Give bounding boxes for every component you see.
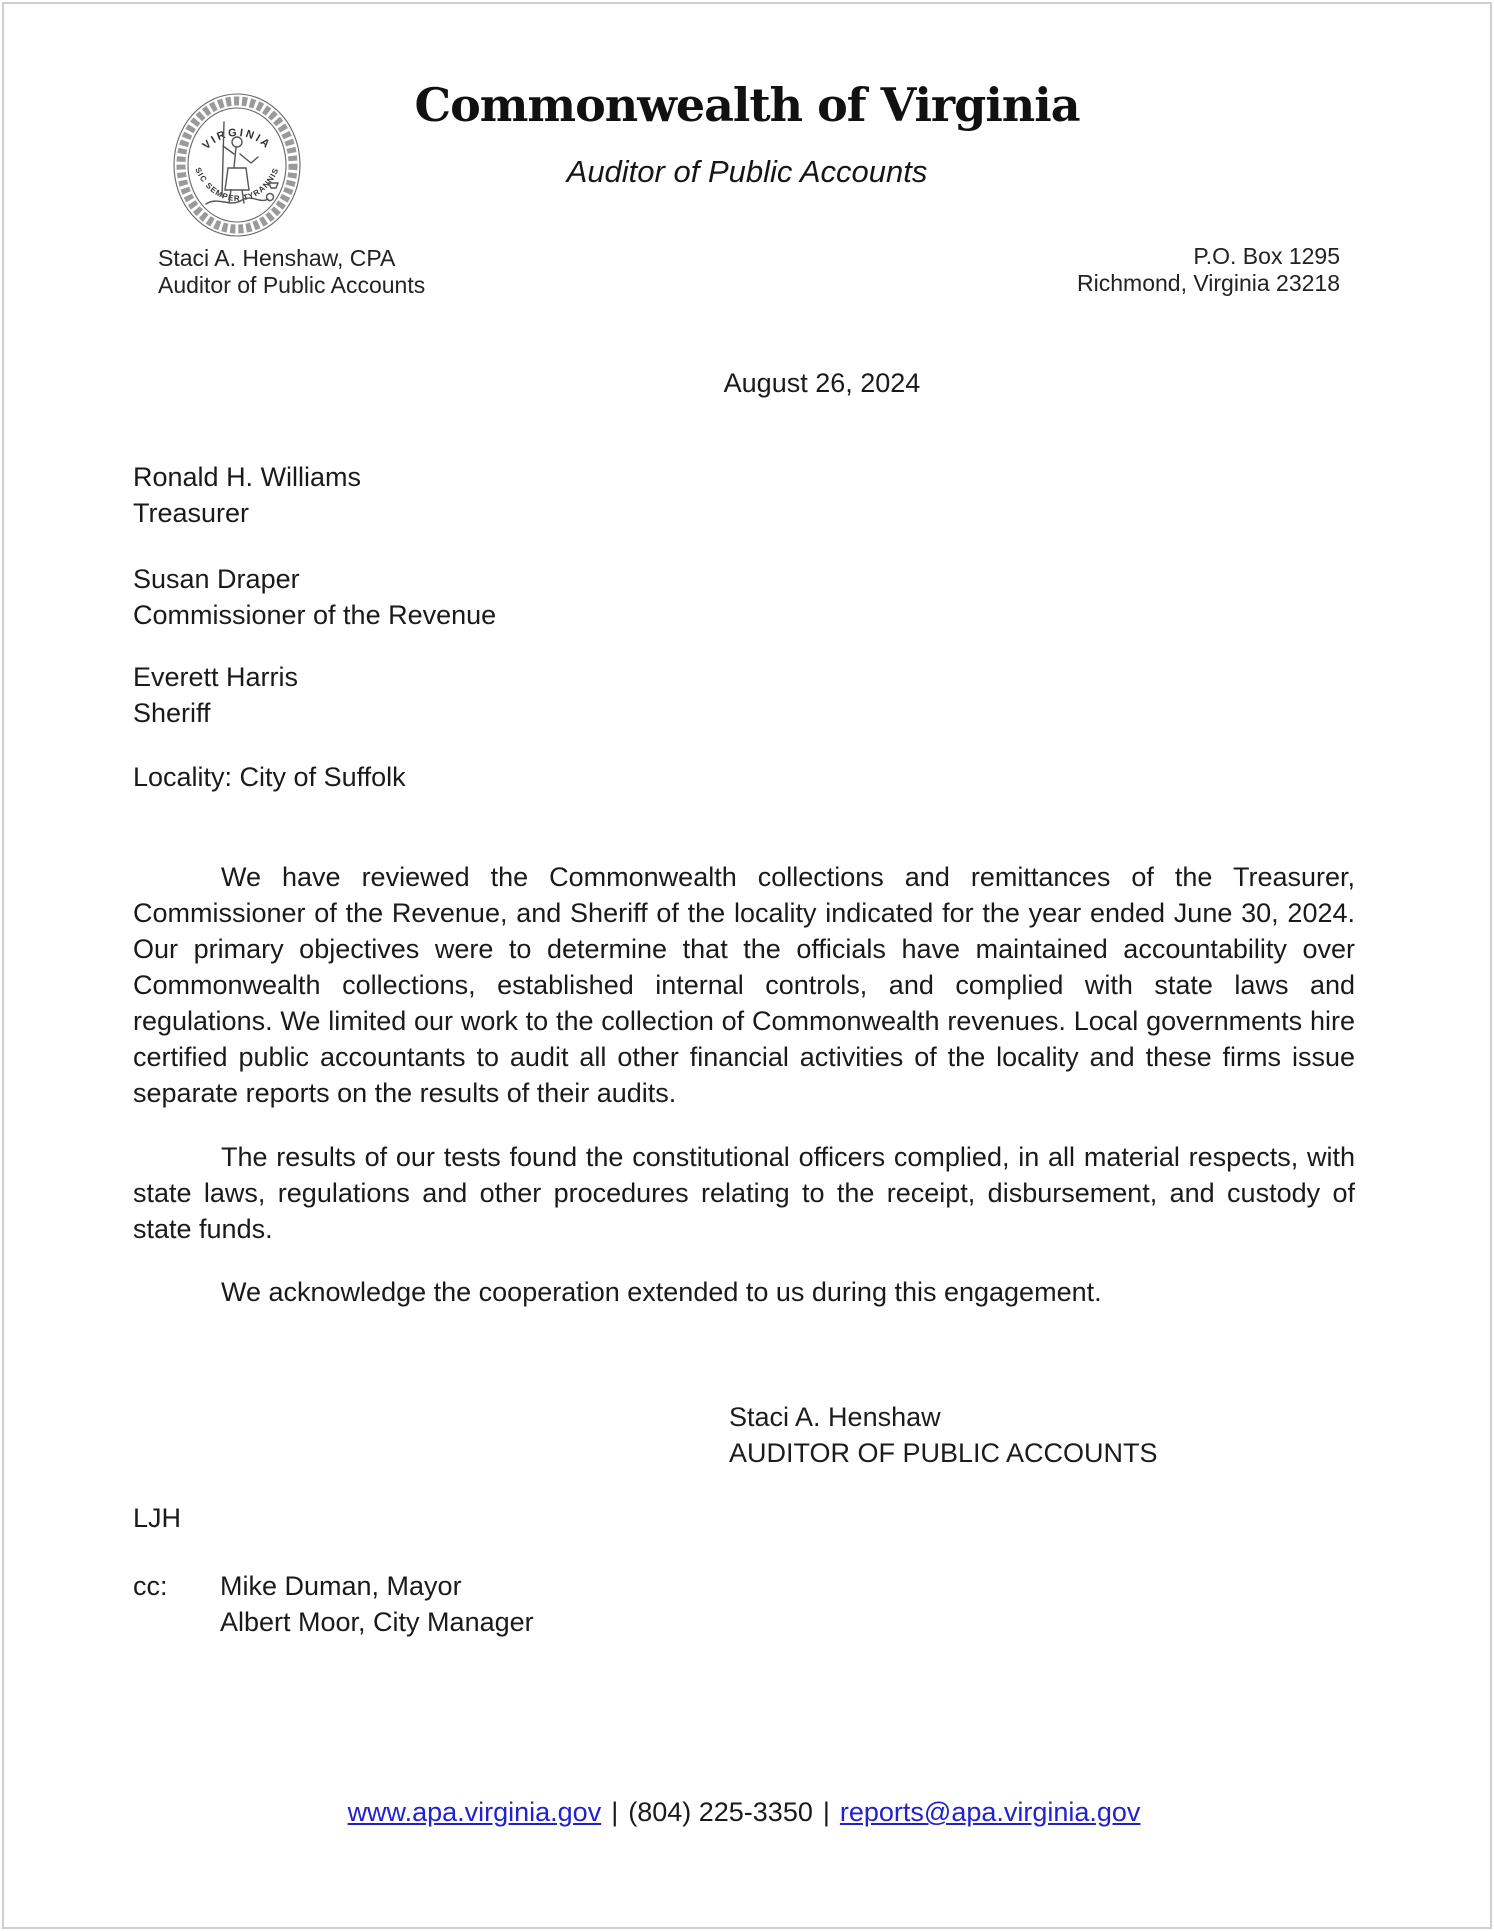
- date-text: August 26, 2024: [723, 368, 921, 398]
- seal-top-text: VIRGINIA: [200, 126, 274, 153]
- email-link[interactable]: reports@apa.virginia.gov: [839, 1797, 1141, 1827]
- website-link[interactable]: www.apa.virginia.gov: [347, 1797, 602, 1827]
- recipient-treasurer: [133, 459, 1355, 531]
- recipient-name: Everett Harris: [133, 662, 299, 692]
- recipient-sheriff: [133, 659, 1355, 731]
- address-line-1: P.O. Box 1295: [1193, 243, 1340, 269]
- signature-name: Staci A. Henshaw: [729, 1402, 941, 1432]
- phone-number: (804) 225-3350: [628, 1797, 813, 1827]
- letter-date: [133, 365, 1355, 401]
- body-paragraph-3: We acknowledge the cooperation extended to us during this engagement.: [221, 1277, 1102, 1307]
- address-line-2: Richmond, Virginia 23218: [1077, 270, 1340, 296]
- recipient-title: Commissioner of the Revenue: [133, 600, 497, 630]
- recipient-title: Treasurer: [133, 498, 250, 528]
- body-paragraph-2: The results of our tests found the constitutional officers complied, in all material respects, with state laws, regulations and other procedures relating to the receipt, disbursement, and custody of state funds.: [133, 1142, 1355, 1244]
- letterhead-subtitle: Auditor of Public Accounts: [566, 154, 928, 189]
- cc-names: [220, 1568, 534, 1640]
- cc-block: [133, 1568, 1355, 1640]
- official-credentials: [158, 245, 425, 299]
- cc-name-2: Albert Moor, City Manager: [220, 1607, 534, 1637]
- recipient-name: Ronald H. Williams: [133, 462, 362, 492]
- recipient-name: Susan Draper: [133, 564, 300, 594]
- footer-separator: |: [822, 1797, 830, 1827]
- footer-separator: |: [611, 1797, 619, 1827]
- signature-block: [729, 1399, 1158, 1471]
- typist-initials: LJH: [133, 1503, 182, 1533]
- signature-title: AUDITOR OF PUBLIC ACCOUNTS: [729, 1438, 1158, 1468]
- cc-label: cc:: [133, 1571, 168, 1601]
- official-title: Auditor of Public Accounts: [158, 272, 426, 298]
- letter-page: [2, 2, 1492, 1929]
- office-address: [1077, 243, 1340, 297]
- recipient-title: Sheriff: [133, 698, 211, 728]
- letterhead-title: Commonwealth of Virginia: [414, 78, 1080, 132]
- letter-footer: [133, 1794, 1355, 1830]
- locality-line: Locality: City of Suffolk: [133, 762, 406, 792]
- body-paragraph-1: We have reviewed the Commonwealth collections and remittances of the Treasurer, Commissioner of the Revenue, and Sheriff of the locality indicated for the year ended June 30, 2024. Our primary objectives were to determine that the officials have maintained accountability over Commonwealth collections, established internal controls, and complied with state laws and regulations. We limited our work to the collection of Commonwealth revenues. Local governments hire certified public accountants to audit all other financial activities of the locality and these firms issue separate reports on the results of their audits.: [133, 862, 1355, 1108]
- official-name: Staci A. Henshaw, CPA: [158, 245, 396, 271]
- seal-bottom-text: SIC SEMPER TYRANNIS: [193, 166, 281, 203]
- cc-name-1: Mike Duman, Mayor: [220, 1571, 462, 1601]
- recipient-commissioner: [133, 561, 1355, 633]
